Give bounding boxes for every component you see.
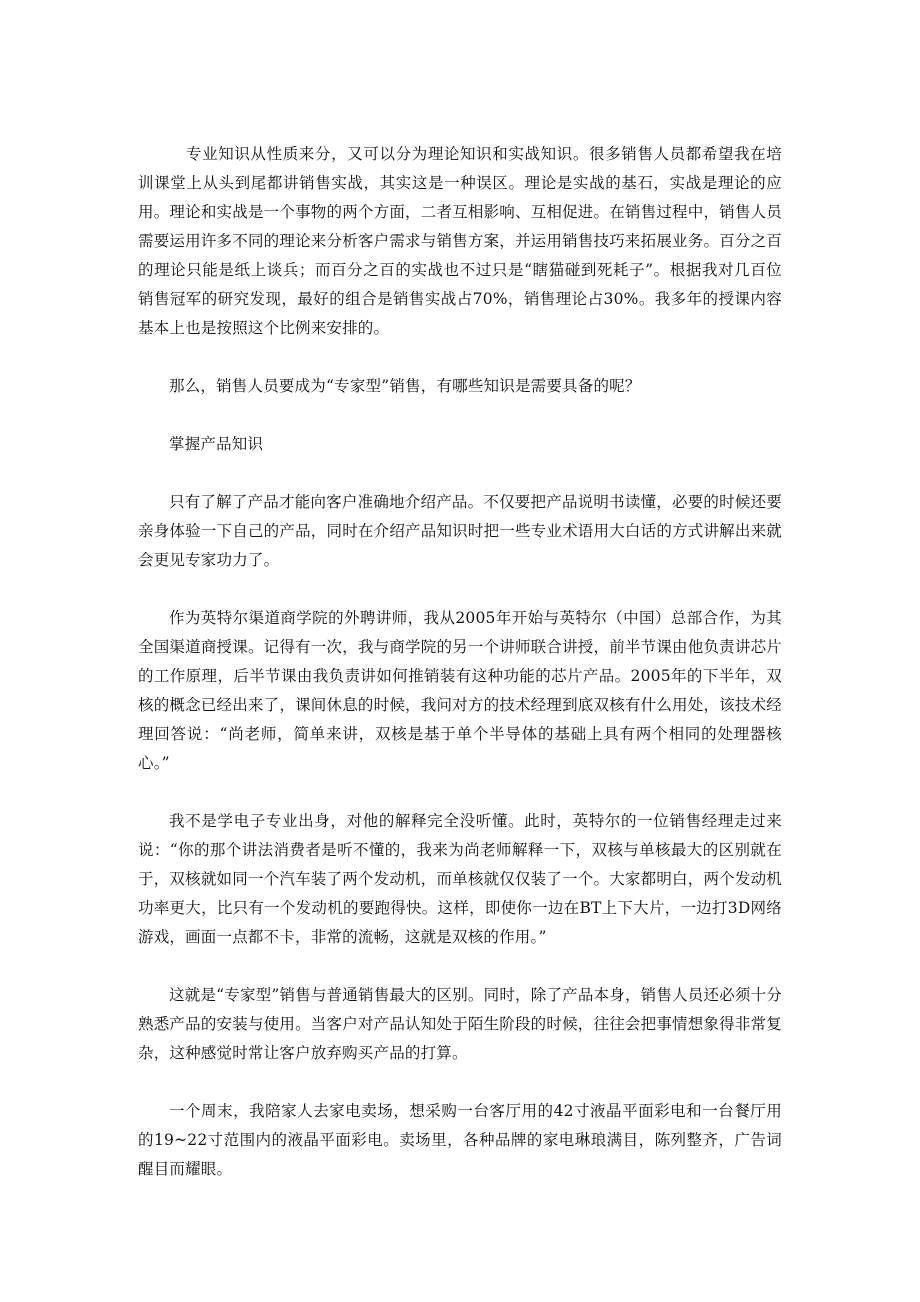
section-heading-product-knowledge: 掌握产品知识 [169,435,264,453]
paragraph-weekend-store: 一个周末，我陪家人去家电卖场，想采购一台客厅用的42寸液晶平面彩电和一台餐厅用的19~22寸范围内的液晶平面彩电。卖场里，各种品牌的家电琳琅满目，陈列整齐，广告词醒目而耀眼。 [138,1102,782,1178]
paragraph-question: 那么，销售人员要成为“专家型”销售，有哪些知识是需要具备的呢？ [169,377,641,395]
paragraph-product-intro: 只有了解了产品才能向客户准确地介绍产品。不仅要把产品说明书读懂，必要的时候还要亲身体验一下自己的产品，同时在介绍产品知识时把一些专业术语用大白话的方式讲解出来就会更见专家功力了。 [138,493,782,569]
document-body [138,140,782,1213]
paragraph-dual-core-explanation: 我不是学电子专业出身，对他的解释完全没听懂。此时，英特尔的一位销售经理走过来说：“你的那个讲法消费者是听不懂的，我来为尚老师解释一下，双核与单核最大的区别就在于，双核就如同一个汽车装了两个发动机，而单核就仅仅装了一个。大家都明白，两个发动机功率更大，比只有一个发动机的要跑得快。这样，即使你一边在BT上下大片，一边打3D网络游戏，画面一点都不卡，非常的流畅，这就是双核的作用。” [138,812,782,946]
paragraph-theory-practice: 专业知识从性质来分，又可以分为理论知识和实战知识。很多销售人员都希望我在培训课堂上从头到尾都讲销售实战，其实这是一种误区。理论是实战的基石，实战是理论的应用。理论和实战是一个事物的两个方面，二者互相影响、互相促进。在销售过程中，销售人员需要运用许多不同的理论来分析客户需求与销售方案，并运用销售技巧来拓展业务。百分之百的理论只能是纸上谈兵；而百分之百的实战也不过只是“瞎猫碰到死耗子”。根据我对几百位销售冠军的研究发现，最好的组合是销售实战占70%，销售理论占30%。我多年的授课内容基本上也是按照这个比例来安排的。 [138,145,782,337]
paragraph-expert-difference: 这就是“专家型”销售与普通销售最大的区别。同时，除了产品本身，销售人员还必须十分熟悉产品的安装与使用。当客户对产品认知处于陌生阶段的时候，往往会把事情想象得非常复杂，这种感觉时常让客户放弃购买产品的打算。 [138,986,782,1062]
paragraph-intel-story: 作为英特尔渠道商学院的外聘讲师，我从2005年开始与英特尔（中国）总部合作，为其全国渠道商授课。记得有一次，我与商学院的另一个讲师联合讲授，前半节课由他负责讲芯片的工作原理，后半节课由我负责讲如何推销装有这种功能的芯片产品。2005年的下半年，双核的概念已经出来了，课间休息的时候，我问对方的技术经理到底双核有什么用处，该技术经理回答说：“尚老师，简单来讲，双核是基于单个半导体的基础上具有两个相同的处理器核心。” [138,609,782,772]
